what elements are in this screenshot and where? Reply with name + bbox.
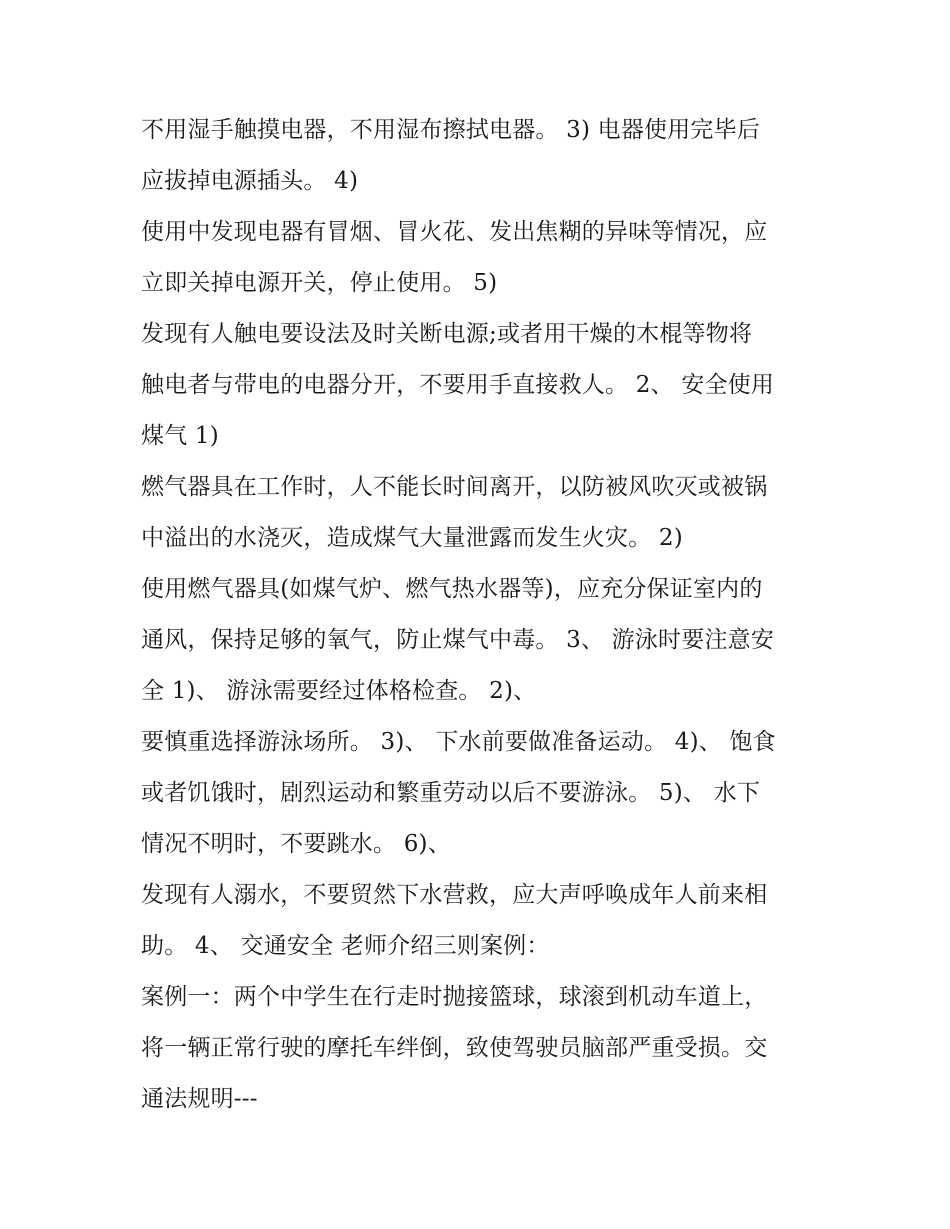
text-line-2: 应拔掉电源插头。 4) [141, 168, 359, 194]
text-line-15: 情况不明时，不要跳水。 6)、 [141, 831, 451, 857]
text-line-14: 或者饥饿时，剧烈运动和繁重劳动以后不要游泳。 5)、 水下 [141, 780, 761, 806]
text-line-8: 燃气器具在工作时，人不能长时间离开，以防被风吹灭或被锅 [141, 474, 768, 500]
text-line-7: 煤气 1) [141, 423, 219, 449]
text-line-12: 全 1)、 游泳需要经过体格检查。 2)、 [141, 678, 537, 704]
text-line-5: 发现有人触电要设法及时关断电源;或者用干燥的木棍等物将 [141, 321, 753, 347]
text-line-16: 发现有人溺水，不要贸然下水营救，应大声呼唤成年人前来相 [141, 882, 768, 908]
text-line-3: 使用中发现电器有冒烟、冒火花、发出焦糊的异味等情况，应 [141, 219, 768, 245]
text-line-10: 使用燃气器具(如煤气炉、燃气热水器等)，应充分保证室内的 [141, 576, 763, 602]
text-line-17: 助。 4、 交通安全 老师介绍三则案例： [141, 933, 550, 959]
text-line-19: 将一辆正常行驶的摩托车绊倒，致使驾驶员脑部严重受损。交 [141, 1035, 768, 1061]
text-line-13: 要慎重选择游泳场所。 3)、 下水前要做准备运动。 4)、 饱食 [141, 729, 776, 755]
text-line-18: 案例一：两个中学生在行走时抛接篮球，球滚到机动车道上， [141, 984, 768, 1010]
text-line-6: 触电者与带电的电器分开，不要用手直接救人。 2、 安全使用 [141, 372, 775, 398]
text-line-11: 通风，保持足够的氧气，防止煤气中毒。 3、 游泳时要注意安 [141, 627, 775, 653]
body-text [141, 105, 841, 1125]
text-line-9: 中溢出的水浇灭，造成煤气大量泄露而发生火灾。 2) [141, 525, 683, 551]
text-line-4: 立即关掉电源开关，停止使用。 5) [141, 270, 498, 296]
text-line-1: 不用湿手触摸电器，不用湿布擦拭电器。 3) 电器使用完毕后 [141, 117, 761, 143]
text-line-20: 通法规明--- [141, 1086, 258, 1112]
